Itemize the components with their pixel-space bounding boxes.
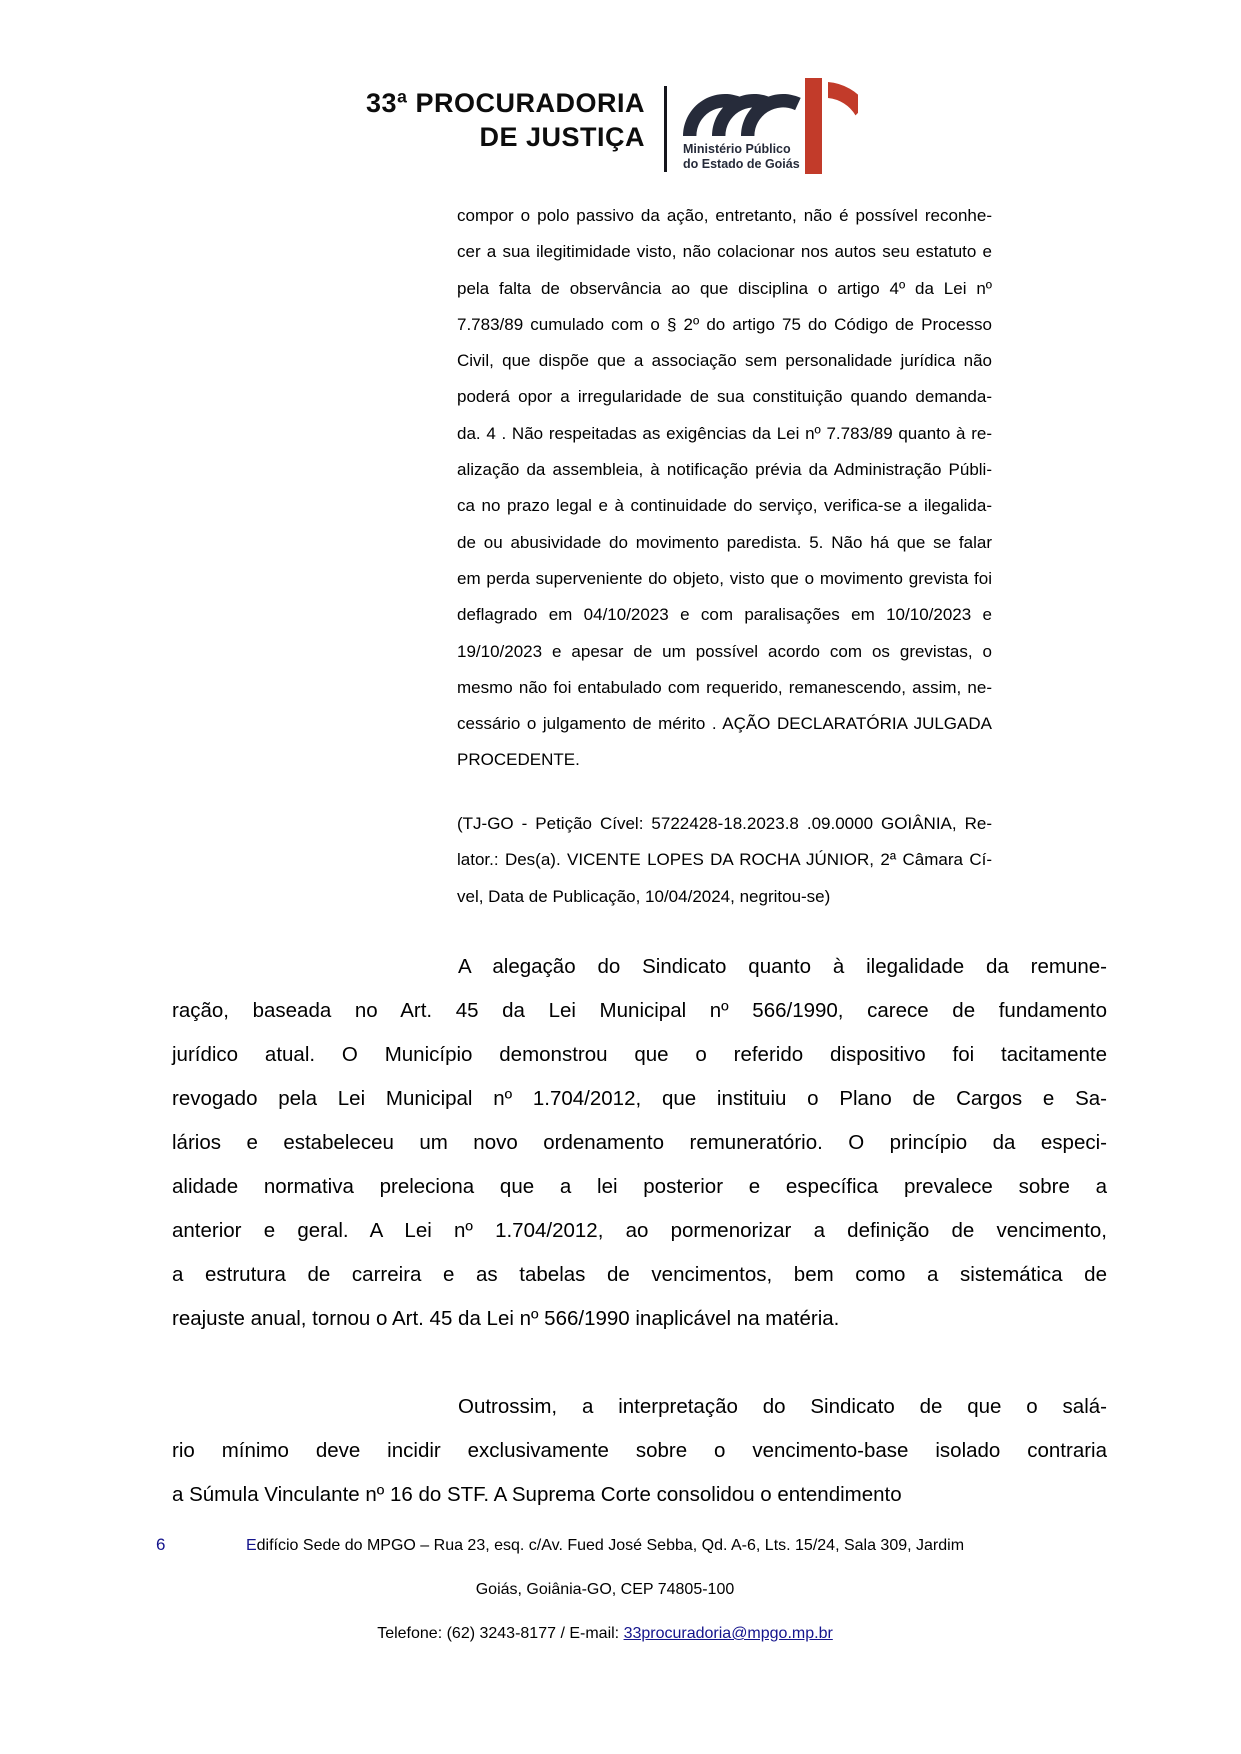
footer-address-line2: Goiás, Goiânia-GO, CEP 74805-100: [475, 1581, 735, 1598]
text-line: revogado pela Lei Municipal nº 1.704/2012, que instituiu o Plano de Cargos e Sa-: [172, 1087, 1107, 1110]
text-line: cer a sua ilegitimidade visto, não colacionar nos autos seu estatuto e: [457, 242, 992, 262]
mpgo-logo: [683, 76, 858, 176]
footer: [222, 1524, 988, 1656]
text-line: pela falta de observância ao que disciplina o artigo 4º da Lei nº: [457, 278, 992, 298]
text-line: deflagrado em 04/10/2023 e com paralisações em 10/10/2023 e: [457, 605, 992, 625]
footer-phone-label: Telefone: (62) 3243-8177 / E-mail:: [377, 1625, 624, 1642]
text-line: poderá opor a irregularidade de sua constituição quando demanda-: [457, 387, 992, 407]
text-line: rio mínimo deve incidir exclusivamente sobre o vencimento-base isolado contraria: [172, 1439, 1107, 1462]
footer-contact-line: [222, 1612, 988, 1656]
body-paragraph-2: [172, 1385, 1107, 1517]
text-line: reajuste anual, tornou o Art. 45 da Lei nº 566/1990 inaplicável na matéria.: [172, 1307, 840, 1330]
text-line: Outrossim, a interpretação do Sindicato de que o salá-: [458, 1395, 1107, 1418]
logo-caption-line2: do Estado de Goiás: [683, 157, 800, 171]
text-line: A alegação do Sindicato quanto à ilegalidade da remune-: [458, 955, 1107, 978]
text-line: anterior e geral. A Lei nº 1.704/2012, ao pormenorizar a definição de vencimento,: [172, 1219, 1107, 1242]
logo-red-arc: [828, 82, 858, 115]
header-office-title: [245, 86, 645, 154]
text-line: a Súmula Vinculante nº 16 do STF. A Suprema Corte consolidou o entendimento: [172, 1483, 902, 1506]
header-title-line1: 33ª PROCURADORIA: [365, 88, 645, 118]
text-line: lários e estabeleceu um novo ordenamento remuneratório. O princípio da especi-: [172, 1131, 1107, 1154]
text-line: compor o polo passivo da ação, entretanto, não é possível reconhe-: [457, 206, 992, 225]
text-line: 7.783/89 cumulado com o § 2º do artigo 75 do Código de Processo: [457, 314, 992, 334]
text-line: (TJ-GO - Petição Cível: 5722428-18.2023.8 .09.0000 GOIÂNIA, Re-: [457, 814, 992, 833]
text-line: vel, Data de Publicação, 10/04/2024, negritou-se): [457, 886, 831, 906]
case-citation: [457, 806, 992, 915]
footer-address-rest: difício Sede do MPGO – Rua 23, esq. c/Av. Fued José Sebba, Qd. A-6, Lts. 15/24, Sala 309, Jardim: [256, 1537, 965, 1554]
text-line: PROCEDENTE.: [457, 750, 580, 770]
logo-caption: [683, 142, 813, 172]
text-line: Civil, que dispõe que a associação sem personalidade jurídica não: [457, 351, 992, 371]
text-line: mesmo não foi entabulado com requerido, remanescendo, assim, ne-: [457, 677, 992, 697]
text-line: a estrutura de carreira e as tabelas de vencimentos, bem como a sistemática de: [172, 1263, 1107, 1286]
text-line: lator.: Des(a). VICENTE LOPES DA ROCHA JÚNIOR, 2ª Câmara Cí-: [457, 850, 992, 870]
header-divider: [664, 86, 667, 172]
text-line: cessário o julgamento de mérito . AÇÃO DECLARATÓRIA JULGADA: [457, 714, 992, 734]
logo-caption-line1: Ministério Público: [683, 142, 791, 156]
header-title-line2: DE JUSTIÇA: [479, 122, 645, 152]
text-line: da. 4 . Não respeitadas as exigências da Lei nº 7.783/89 quanto à re-: [457, 423, 992, 443]
text-line: 19/10/2023 e apesar de um possível acordo com os grevistas, o: [457, 641, 992, 661]
text-line: alização da assembleia, à notificação prévia da Administração Públi-: [457, 460, 992, 480]
email-link[interactable]: 33procuradoria@mpgo.mp.br: [623, 1625, 833, 1642]
text-line: ração, baseada no Art. 45 da Lei Municipal nº 566/1990, carece de fundamento: [172, 999, 1107, 1022]
text-line: em perda superveniente do objeto, visto que o movimento grevista foi: [457, 568, 992, 588]
footer-address-line1: [222, 1524, 988, 1568]
text-line: ca no prazo legal e à continuidade do serviço, verifica-se a ilegalida-: [457, 496, 992, 516]
page-number: 6: [156, 1535, 166, 1554]
footer-address-lead: E: [245, 1537, 257, 1554]
text-line: alidade normativa preleciona que a lei posterior e específica prevalece sobre a: [172, 1175, 1107, 1198]
body-paragraph-1: [172, 945, 1107, 1341]
text-line: jurídico atual. O Município demonstrou que o referido dispositivo foi tacitamente: [172, 1043, 1107, 1066]
jurisprudence-quote: [457, 198, 992, 779]
text-line: de ou abusividade do movimento paredista. 5. Não há que se falar: [457, 532, 992, 552]
